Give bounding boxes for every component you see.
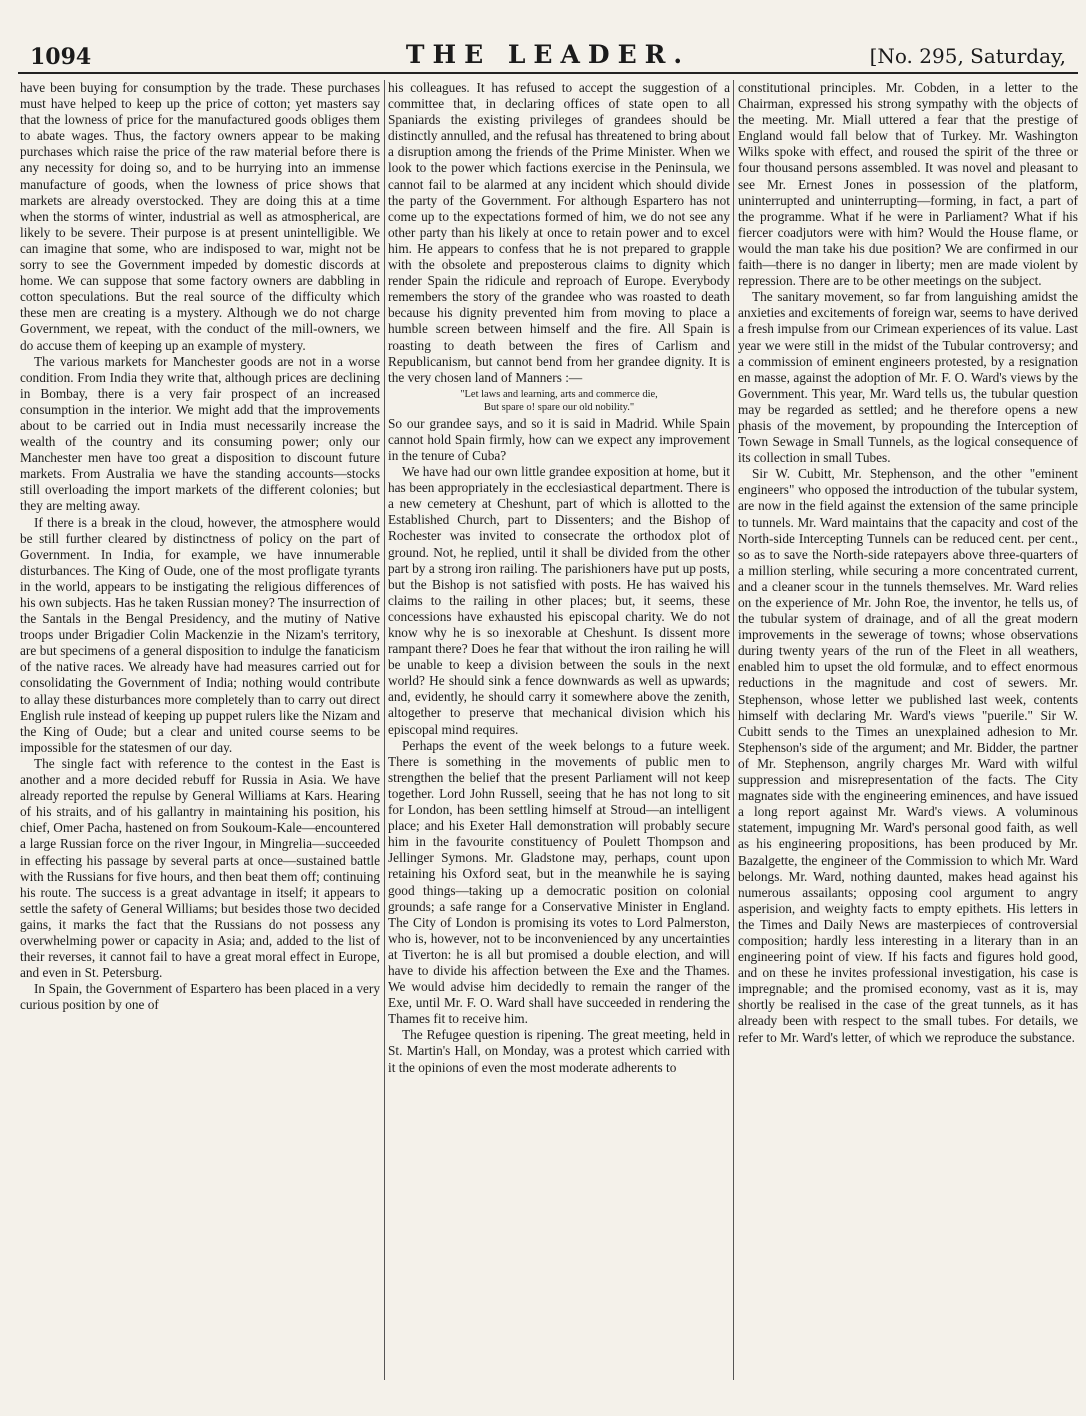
paragraph: The various markets for Manchester goods are not in a worse condition. From India they write that, although prices are declining in Bombay, there is a very fair prospect of an increased consumption in the interior. We might add that the improvements about to be carried out in India must necessarily increase the wealth of the country and its consuming power; only our Manchester men have too great a disposition to discount future markets. From Australia we have the standing accounts—stocks still overloading the import markets of the different colonies; but they are melting away. xyxy=(20,353,380,514)
paragraph: The Refugee question is ripening. The great meeting, held in St. Martin's Hall, on Monday, was a protest which carried with it the opinions of even the most moderate adherents to xyxy=(388,1027,730,1075)
column-divider xyxy=(384,80,385,1380)
paragraph: The single fact with reference to the contest in the East is another and a more decided rebuff for Russia in Asia. We have already reported the repulse by General Williams at Kars. Hearing of his straits, and of his gallantry in maintaining his position, his chief, Omer Pacha, hastened on from Soukoum-Kale—encountered a large Russian force on the river Ingour, in Mingrelia—succeeded in effecting his passage by several parts at once—sustained battle with the Russians for five hours, and then beat them off; continuing his route. The success is a great advantage in itself; it appears to settle the safety of General Williams; but besides those two decided gains, it marks the fact that the Russians do not possess any overwhelming power or capacity in Asia; and, added to the list of their reverses, it cannot fail to have a great moral effect in Europe, and even in St. Petersburg. xyxy=(20,755,380,981)
paragraph: have been buying for consumption by the trade. These purchases must have helped to keep up the price of cotton; yet masters say that the lowness of price for the manufactured goods obliges them to abate wages. Thus, the factory owners appear to be making purchases which raise the price of the raw material before there is any necessity for doing so, and to be hurrying into an immense manufacture of goods, when the lowness of price shows that markets are already overstocked. They are doing this at a time when the storms of winter, industrial as well as atmospherical, are likely to be severe. Their purpose is at present unintelligible. We can imagine that some, who are indisposed to war, might not be sorry to see the Government impeded by domestic discords at home. We can suppose that some factory owners are dabbling in cotton speculations. But the real source of the difficulty which these men are creating is a mystery. Although we do not charge Government, we repeat, with the conduct of the mill-owners, we do accuse them of keeping up an example of mystery. xyxy=(20,80,380,353)
paragraph: The sanitary movement, so far from languishing amidst the anxieties and excitements of foreign war, seems to have derived a fresh impulse from our Crimean experiences of its value. Last year we were still in the midst of the Tubular controversy; and a commission of eminent engineers protested, by a resignation en masse, against the adoption of Mr. F. O. Ward's views by the Government. This year, Mr. Ward tells us, the tubular question may be regarded as settled; and he therefore opens a new phasis of the movement, by propounding the Interception of Town Sewage in Small Tunnels, as the logical consequence of its collection in small Tubes. xyxy=(738,289,1078,466)
page-header xyxy=(18,40,1078,70)
column-2 xyxy=(388,80,730,1410)
verse-line: "Let laws and learning, arts and commerce die, xyxy=(460,388,658,400)
paragraph: constitutional principles. Mr. Cobden, in a letter to the Chairman, expressed his strong sympathy with the objects of the meeting. Mr. Miall uttered a fear that the prestige of England would fall below that of Turkey. Mr. Washington Wilks spoke with effect, and roused the spirit of the three or four thousand persons assembled. It was novel and pleasant to see Mr. Ernest Jones in possession of the platform, uninterrupted and uninterrupting—forming, in fact, a part of the programme. What if he were in Parliament? What if his fiercer coadjutors were with him? Would the House flame, or would the man take his due position? We are confirmed in our faith—there is no danger in liberty; men are made violent by repression. There are to be other meetings on the subject. xyxy=(738,80,1078,289)
paragraph: So our grandee says, and so it is said in Madrid. While Spain cannot hold Spain firmly, how can we expect any improvement in the tenure of Cuba? xyxy=(388,415,730,463)
header-rule xyxy=(18,72,1078,74)
paragraph: If there is a break in the cloud, however, the atmosphere would be still further cleared by distinctness of policy on the part of Government. In India, for example, we have innumerable disturbances. The King of Oude, one of the most profligate tyrants in the world, appears to be instigating the religious differences of his own subjects. Has he taken Russian money? The insurrection of the Santals in the Bengal Presidency, and the mutiny of Native troops under Brigadier Colin Mackenzie in the Nizam's territory, are but specimens of a general disposition to indulge the fanaticism of the native races. We already have had measures carried out for consolidating the Government of India; nothing would contribute to allay these disturbances more completely than to carry out direct English rule instead of keeping up puppet rulers like the Nizam and the King of Oude; but a clear and united course seems to be impossible for the statesmen of our day. xyxy=(20,514,380,755)
masthead-title: THE LEADER. xyxy=(405,40,691,69)
paragraph: In Spain, the Government of Espartero has been placed in a very curious position by one of xyxy=(20,981,380,1013)
paragraph: We have had our own little grandee exposition at home, but it has been appropriately in the ecclesiastical department. There is a new cemetery at Cheshunt, part of which is allotted to the Established Church, part to Dissenters; and the Bishop of Rochester was invited to consecrate the orthodox plot of ground. Not, he replied, until it shall be divided from the other part by a strong iron railing. The parishioners have put up posts, but the Bishop is not satisfied with posts. He has waived his claims to the railing in other places; but, it seems, these concessions have exhausted his episcopal charity. We do not know why he is so inexorable at Cheshunt. Is dissent more rampant there? Does he fear that without the iron railing he will be unable to keep a division between the souls in the next world? He should sink a fence downwards as well as upwards; and, evidently, he should carry it somewhere above the zenith, altogether to preserve that mechanical division which his episcopal mind requires. xyxy=(388,464,730,737)
paragraph: Sir W. Cubitt, Mr. Stephenson, and the other "eminent engineers" who opposed the introduction of the tubular system, are now in the field against the extension of the same principle to tunnels. Mr. Ward maintains that the capacity and cost of the North-side Intercepting Tunnels can be reduced cent. per cent., so as to save the North-side ratepayers above three-quarters of a million sterling, while securing a more concentrated current, and a cleaner scour in the tunnels themselves. Mr. Ward relies on the experience of Mr. John Roe, the inventor, he tells us, of the tubular system of drainage, and of all the great modern improvements in the sewerage of towns; whose observations during twenty years of the run of the Fleet in all weathers, enabled him to upset the old formulæ, and to effect enormous reductions in the magnitude and cost of sewers. Mr. Stephenson, whose letter we published last week, contents himself with declaring Mr. Ward's views "puerile." Sir W. Cubitt sends to the Times an unexplained adhesion to Mr. Stephenson's side of the argument; and Mr. Bidder, the partner of Mr. Stephenson, angrily charges Mr. Ward with wilful suppression and misrepresentation of the facts. The City magnates side with the engineering eminences, and have issued a long report against Mr. Ward's views. A voluminous statement, impugning Mr. Ward's personal good faith, as well as his engineering propositions, has been produced by Mr. Bazalgette, the engineer of the Commission to which Mr. Ward belongs. Mr. Ward, nothing daunted, makes head against his numerous assailants; opposing cool argument to angry asperision, and weighty facts to empty epithets. His letters in the Times and Daily News are masterpieces of controversial composition; hardly less interesting in a literary than in an engineering point of view. If his facts and figures hold good, and on these he invites professional investigation, his case is impregnable; and the promised economy, vast as it is, may shortly be realised in the case of the great tunnels, as it has already been with respect to the small tubes. For details, we refer to Mr. Ward's letter, of which we reproduce the substance. xyxy=(738,466,1078,1045)
verse-line: But spare o! spare our old nobility." xyxy=(483,401,635,413)
issue-info: [No. 295, Saturday, xyxy=(869,44,1066,68)
page-number: 1094 xyxy=(30,44,92,70)
paragraph: Perhaps the event of the week belongs to a future week. There is something in the movements of public men to strengthen the belief that the present Parliament will not keep together. Lord John Russell, seeing that he has not long to sit for London, has been settling himself at Stroud—an intelligent place; and his Exeter Hall demonstration will probably secure him in the favourite constituency of Poulett Thompson and Jellinger Symons. Mr. Gladstone may, perhaps, count upon retaining his Oxford seat, but in the meanwhile he is saying good things—taking up a democratic position on colonial grounds; a safe range for a Conservative Minister in England. The City of London is promising its votes to Lord Palmerston, who is, however, not to be inconvenienced by any uncertainties at Tiverton: he is all but promised a double election, and will have to divide his affection between the Exe and the Thames. We would advise him decidedly to remain the ranger of the Exe, until Mr. F. O. Ward shall have succeeded in rendering the Thames fit to receive him. xyxy=(388,737,730,1027)
column-divider xyxy=(733,80,734,1380)
verse-quote xyxy=(388,388,730,414)
column-3 xyxy=(738,80,1078,1410)
paragraph: his colleagues. It has refused to accept the suggestion of a committee that, in declaring offices of state open to all Spaniards the existing privileges of grandees should be distinctly annulled, and the refusal has threatened to bring about a disruption among the friends of the Prime Minister. When we look to the power which factions exercise in the Peninsula, we cannot fail to be alarmed at any incident which should divide the party of the Government. For although Espartero has not come up to the expectations formed of him, we do not see any other party than his likely at once to retain power and to excel him. He appears to confess that he is not prepared to grapple with the obsolete and preposterous claims to dignity which render Spain the ridicule and reproach of Europe. Everybody remembers the story of the grandee who was roasted to death because his dignity prevented him from moving to place a humble screen between himself and the fire. All Spain is roasting to death between the fires of Carlism and Republicanism, but cannot bend from her grandee dignity. It is the very chosen land of Manners :— xyxy=(388,80,730,385)
column-1 xyxy=(20,80,380,1410)
